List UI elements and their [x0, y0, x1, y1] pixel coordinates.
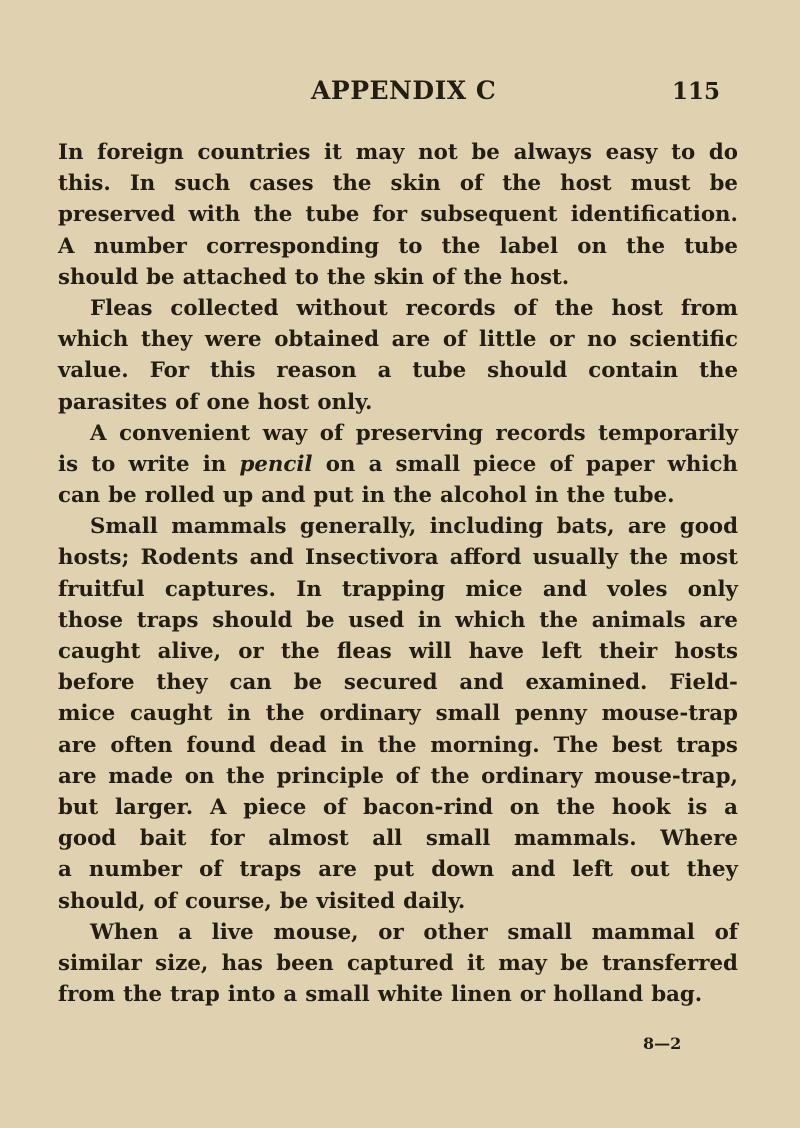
text-line: caught alive, or the fleas will have left their hosts	[58, 639, 738, 664]
text-line: similar size, has been captured it may be transferred	[58, 950, 738, 976]
text-line: are made on the principle of the ordinary mouse-trap,	[58, 763, 738, 789]
text-line: can be rolled up and put in the alcohol in the tube.	[58, 483, 675, 509]
page-number: 115	[672, 78, 721, 105]
text-line: Fleas collected without records of the host from	[90, 295, 738, 321]
text-line: those traps should be used in which the animals are	[58, 607, 738, 633]
text-line: hosts; Rodents and Insectivora afford usually the most	[58, 545, 738, 571]
text-line: a number of traps are put down and left out they	[58, 857, 738, 883]
body-text	[58, 137, 738, 1010]
text-line: from the trap into a small white linen or holland bag.	[58, 982, 703, 1008]
text-line: are often found dead in the morning. The best traps	[58, 732, 738, 758]
text-line: preserved with the tube for subsequent identification.	[58, 202, 738, 228]
running-title: APPENDIX C	[311, 76, 497, 105]
printer-signature-mark: 8—2	[643, 1034, 682, 1053]
text-line: Small mammals generally, including bats, are good	[90, 514, 738, 540]
text-line: A convenient way of preserving records temporarily	[90, 420, 738, 446]
text-line: which they were obtained are of little or no scientific	[58, 327, 738, 353]
text-line: before they can be secured and examined. Field-	[58, 670, 738, 696]
text-line: value. For this reason a tube should contain the	[58, 358, 738, 384]
text-line: is to write in pencil on a small piece of paper which	[58, 451, 738, 477]
text-line: mice caught in the ordinary small penny mouse-trap	[58, 701, 738, 727]
text-line: should be attached to the skin of the host.	[58, 264, 570, 290]
text-line: fruitful captures. In trapping mice and voles only	[58, 576, 738, 602]
text-line: A number corresponding to the label on the tube	[58, 233, 738, 259]
text-line: should, of course, be visited daily.	[58, 888, 466, 914]
text-line: When a live mouse, or other small mammal of	[90, 919, 738, 945]
text-line: this. In such cases the skin of the host must be	[58, 171, 738, 197]
text-line: but larger. A piece of bacon-rind on the hook is a	[58, 794, 738, 820]
running-head	[0, 76, 800, 116]
text-line: parasites of one host only.	[58, 389, 373, 415]
text-line: good bait for almost all small mammals. Where	[58, 826, 738, 852]
text-line: In foreign countries it may not be always easy to do	[58, 140, 738, 165]
